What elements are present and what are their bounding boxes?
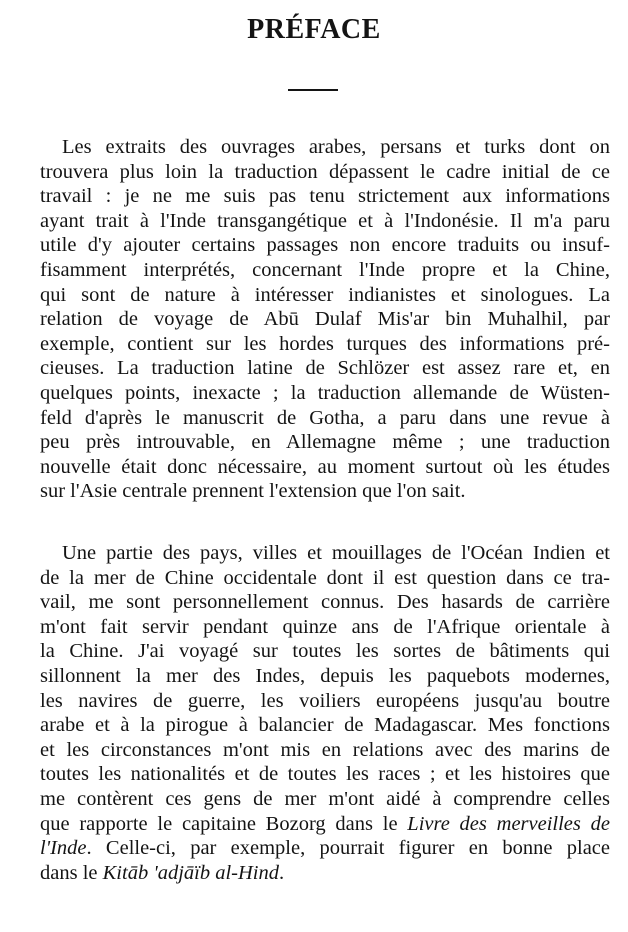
paragraph-1 xyxy=(40,135,610,504)
book-title-italic: Livre des merveilles de xyxy=(407,812,610,835)
text-line: de la mer de Chine occidentale dont il est question dans ce tra- xyxy=(40,566,610,589)
text-run: dans le xyxy=(40,861,103,884)
text-line: peu près introuvable, en Allemagne même ; une traduction xyxy=(40,431,610,454)
text-line: la Chine. J'ai voyagé sur toutes les sortes de bâtiments qui xyxy=(40,640,610,663)
book-title-italic: l'Inde xyxy=(40,837,87,860)
text-line: les navires de guerre, les voiliers européens jusqu'au boutre xyxy=(40,689,610,712)
text-line: relation de voyage de Abū Dulaf Mis'ar bin Muhalhil, par xyxy=(40,308,610,331)
text-line: m'ont fait servir pendant quinze ans de l'Afrique orientale à xyxy=(40,615,610,638)
text-line: et les circonstances m'ont mis en relations avec des marins de xyxy=(40,738,610,761)
text-line xyxy=(40,836,610,861)
text-run: . xyxy=(279,861,285,884)
text-line: sur l'Asie centrale prennent l'extension que l'on sait. xyxy=(40,480,466,503)
paragraph-2 xyxy=(40,541,610,885)
text-line: fisamment interprétés, concernant l'Inde propre et la Chine, xyxy=(40,258,610,281)
text-line: vail, me sont personnellement connus. Des hasards de carrière xyxy=(40,591,610,614)
text-line: utile d'y ajouter certains passages non encore traduits ou insuf- xyxy=(40,234,610,257)
text-line: quelques points, inexacte ; la traduction allemande de Wüsten- xyxy=(40,381,610,404)
text-line xyxy=(40,812,610,837)
text-line xyxy=(40,861,610,886)
text-line: qui sont de nature à intéresser indianistes et sinologues. La xyxy=(40,283,610,306)
text-line: nouvelle était donc nécessaire, au moment surtout où les études xyxy=(40,455,610,478)
book-title-italic: Kitāb 'adjāïb al-Hind xyxy=(102,861,279,884)
text-line: arabe et à la pirogue à balancier de Madagascar. Mes fonctions xyxy=(40,714,610,737)
page-title: PRÉFACE xyxy=(247,14,381,45)
text-line: toutes les nationalités et de toutes les races ; et les histoires que xyxy=(40,763,610,786)
text-line: trouvera plus loin la traduction dépassent le cadre initial de ce xyxy=(40,160,610,183)
text-line: Les extraits des ouvrages arabes, persans et turks dont on xyxy=(62,136,610,158)
text-line: travail : je ne me suis pas tenu strictement aux informations xyxy=(40,185,610,208)
text-line: cieuses. La traduction latine de Schlözer est assez rare et, en xyxy=(40,357,610,380)
text-line: ayant trait à l'Inde transgangétique et à l'Indonésie. Il m'a paru xyxy=(40,209,610,232)
text-run: . Celle-ci, par exemple, pourrait figurer en bonne place xyxy=(86,837,610,860)
title-divider xyxy=(288,89,338,91)
text-line: Une partie des pays, villes et mouillages de l'Océan Indien et xyxy=(62,542,610,564)
text-run: que rapporte le capitaine Bozorg dans le xyxy=(40,812,408,835)
text-line: sillonnent la mer des Indes, depuis les paquebots modernes, xyxy=(40,664,610,687)
text-line: exemple, contient sur les hordes turques des informations pré- xyxy=(40,332,610,355)
text-line: me contèrent ces gens de mer m'ont aidé à comprendre celles xyxy=(40,787,610,810)
text-line: feld d'après le manuscrit de Gotha, a paru dans une revue à xyxy=(40,406,610,429)
